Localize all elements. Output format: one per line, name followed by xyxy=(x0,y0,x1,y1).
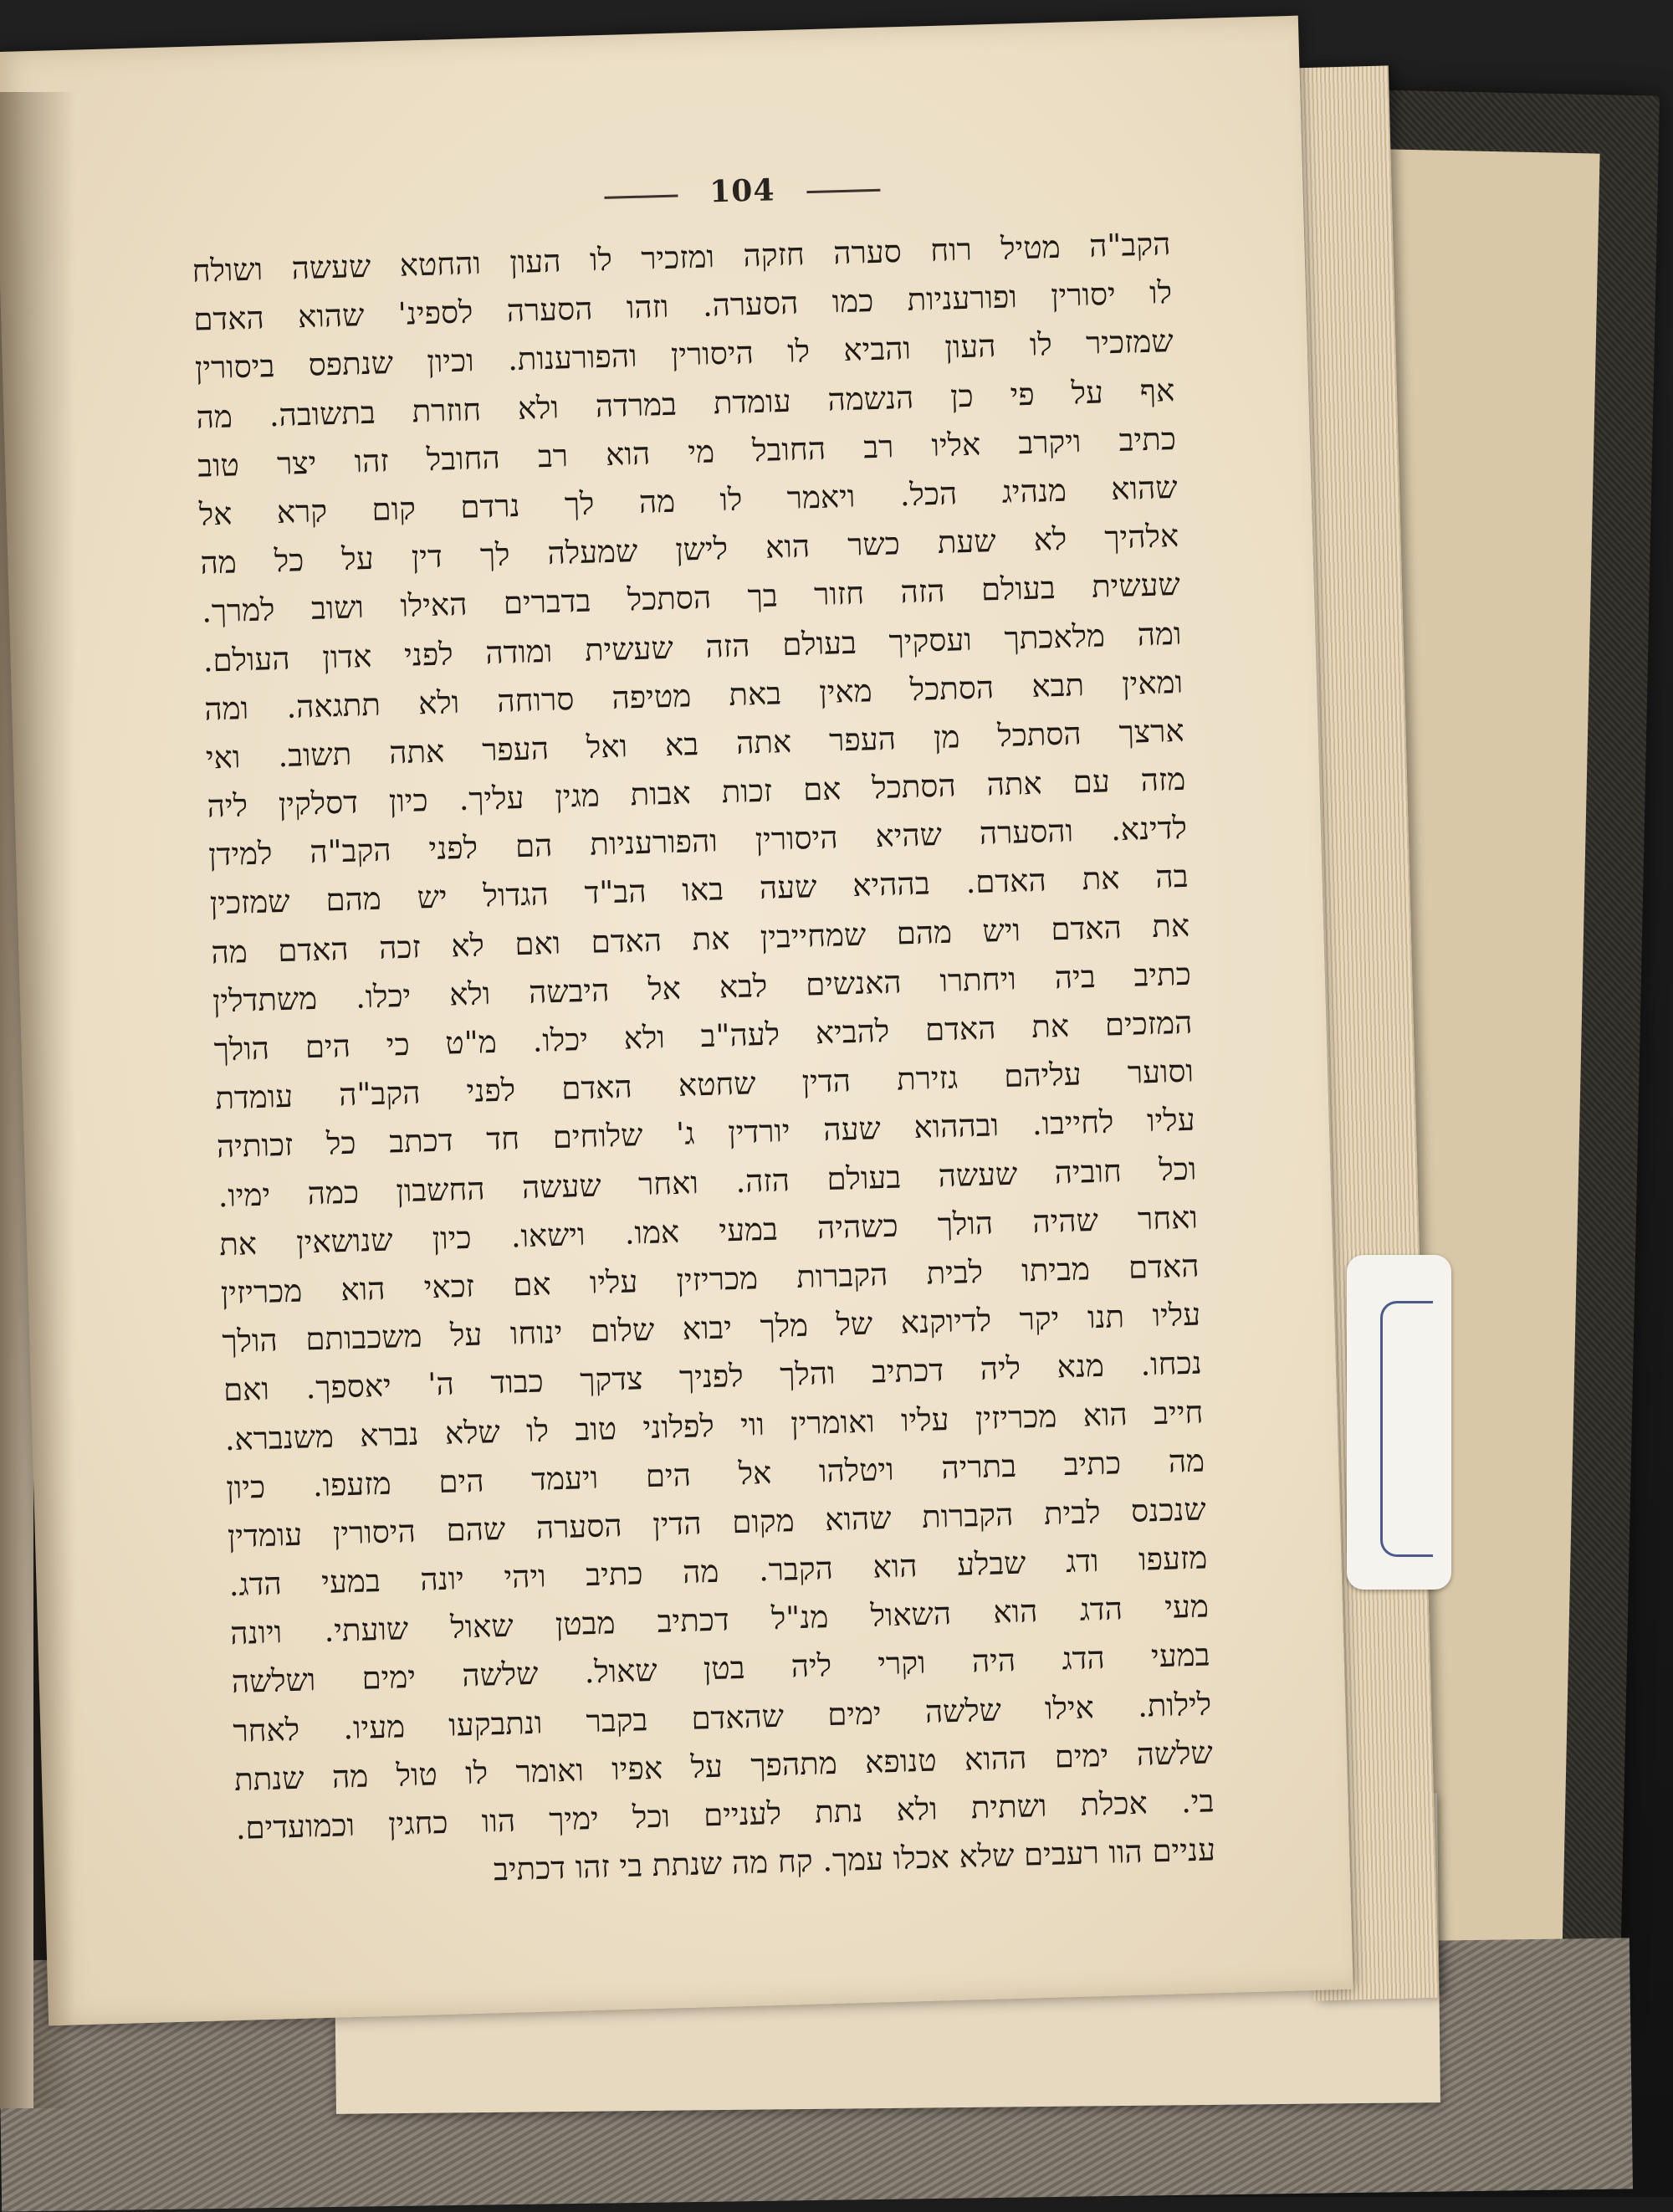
text-line: עניים הוו רעבים שלא אכלו עמך. קח מה שנתת בי זהו דכתיב xyxy=(493,1831,1216,1888)
text-line: ואחר שהיה הולך כשהיה במעי אמו. וישאו. כיון שנושאין את xyxy=(218,1199,1199,1263)
book-page xyxy=(0,16,1353,2026)
text-line: לילות. אילו שלשה ימים שהאדם בקבר ונתבקעו מעיו. לאחר xyxy=(232,1685,1212,1749)
text-line: שמזכיר לו העון והביא לו היסורין והפורענות. וכיון שנתפס ביסורין xyxy=(194,323,1174,387)
page-text xyxy=(192,220,1216,1902)
text-line: מזעפו ודג שבלע הוא הקבר. מה כתיב ויהי יונה במעי הדג. xyxy=(228,1539,1208,1604)
text-line: ומה מלאכתך ועסקיך בעולם הזה שעשית ומודה לפני אדון העולם. xyxy=(202,615,1182,679)
text-line: הקב"ה מטיל רוח סערה חזקה ומזכיר לו העון והחטא שעשה ושולח xyxy=(192,226,1171,289)
text-line: בה את האדם. בההיא שעה באו הב"ד הגדול יש מהם שמזכין xyxy=(209,858,1190,922)
text-line: שנכנס לבית הקברות שהוא מקום הדין הסערה שהם היסורין עומדין xyxy=(227,1491,1207,1554)
text-line: את האדם ויש מהם שמחייבין את האדם ואם לא זכה האדם מה xyxy=(210,907,1190,971)
text-line: שלשה ימים ההוא טנופא מתהפך על אפיו ואומר לו טול מה שנתת xyxy=(233,1734,1214,1798)
text-line: נכחו. מנא ליה דכתיב והלך לפניך צדקך כבוד ה' יאספך. ואם xyxy=(223,1344,1203,1409)
text-line: עליו תנו יקר לדיוקנא של מלך יבוא שלום ינוחו על משכבותם הולך xyxy=(221,1296,1201,1360)
text-line: ומאין תבא הסתכל מאין באת מטיפה סרוחה ולא תתגאה. ומה xyxy=(203,663,1184,728)
text-line: חייב הוא מכריזין עליו ואומרין ווי לפלוני טוב לו שלא נברא משנברא. xyxy=(224,1394,1204,1457)
text-line: וסוער עליהם גזירת הדין שחטא האדם לפני הקב"ה עומדת xyxy=(214,1052,1195,1117)
text-line: וכל חוביה שעשה בעולם הזה. ואחר שעשה החשבון כמה ימיו. xyxy=(217,1150,1197,1214)
text-line: לדינא. והסערה שהיא היסורין והפורעניות הם לפני הקב"ה למידן xyxy=(207,810,1188,873)
header-dash-right xyxy=(806,188,880,192)
text-line: אלהיך לא שעת כשר הוא לישן שמעלה לך דין על כל מה xyxy=(199,518,1179,581)
text-line: ארצך הסתכל מן העפר אתה בא ואל העפר אתה תשוב. ואי xyxy=(205,712,1185,776)
text-line: כתיב ויקרב אליו רב החובל מי הוא רב החובל זהו יצר טוב xyxy=(197,420,1177,484)
text-line: מזה עם אתה הסתכל אם זכות אבות מגין עליך. כיון דסלקין ליה xyxy=(207,760,1186,825)
text-line: המזכים את האדם להביא לעה"ב ולא יכלו. מ"ט כי הים הולך xyxy=(213,1004,1193,1068)
text-line: האדם מביתו לבית הקברות מכריזין עליו אם זכאי הוא מכריזין xyxy=(220,1247,1200,1312)
page-header xyxy=(0,158,1303,230)
text-line: שעשית בעולם הזה חזור בך הסתכל בדברים האילו ושוב למרך. xyxy=(201,566,1181,630)
bookmark-ribbon xyxy=(1380,1301,1433,1557)
text-line: בי. אכלת ושתית ולא נתת לעניים וכל ימיך הוו כחגין וכמועדים. xyxy=(235,1783,1215,1846)
text-line: שהוא מנהיג הכל. ויאמר לו מה לך נרדם קום קרא אל xyxy=(198,469,1179,533)
text-line: אף על פי כן הנשמה עומדת במרדה ולא חוזרת בתשובה. מה xyxy=(196,371,1175,436)
text-line: לו יסורין ופורעניות כמו הסערה. וזהו הסערה לספינ' שהוא האדם xyxy=(192,274,1173,338)
text-line: מה כתיב בתריה ויטלהו אל הים ויעמד הים מזעפו. כיון xyxy=(225,1442,1205,1506)
text-line: מעי הדג הוא השאול מנ"ל דכתיב מבטן שאול שועתי. ויונה xyxy=(229,1588,1210,1652)
header-dash-left xyxy=(605,194,678,198)
page-number: 104 xyxy=(709,172,775,210)
text-line: כתיב ביה ויחתרו האנשים לבא אל היבשה ולא יכלו. משתדלין xyxy=(212,955,1192,1020)
text-line: במעי הדג היה וקרי ליה בטן שאול. שלשה ימים ושלשה xyxy=(231,1636,1211,1701)
text-line: עליו לחייבו. ובההוא שעה יורדין ג' שלוחים חד דכתב כל זכותיה xyxy=(216,1102,1196,1165)
